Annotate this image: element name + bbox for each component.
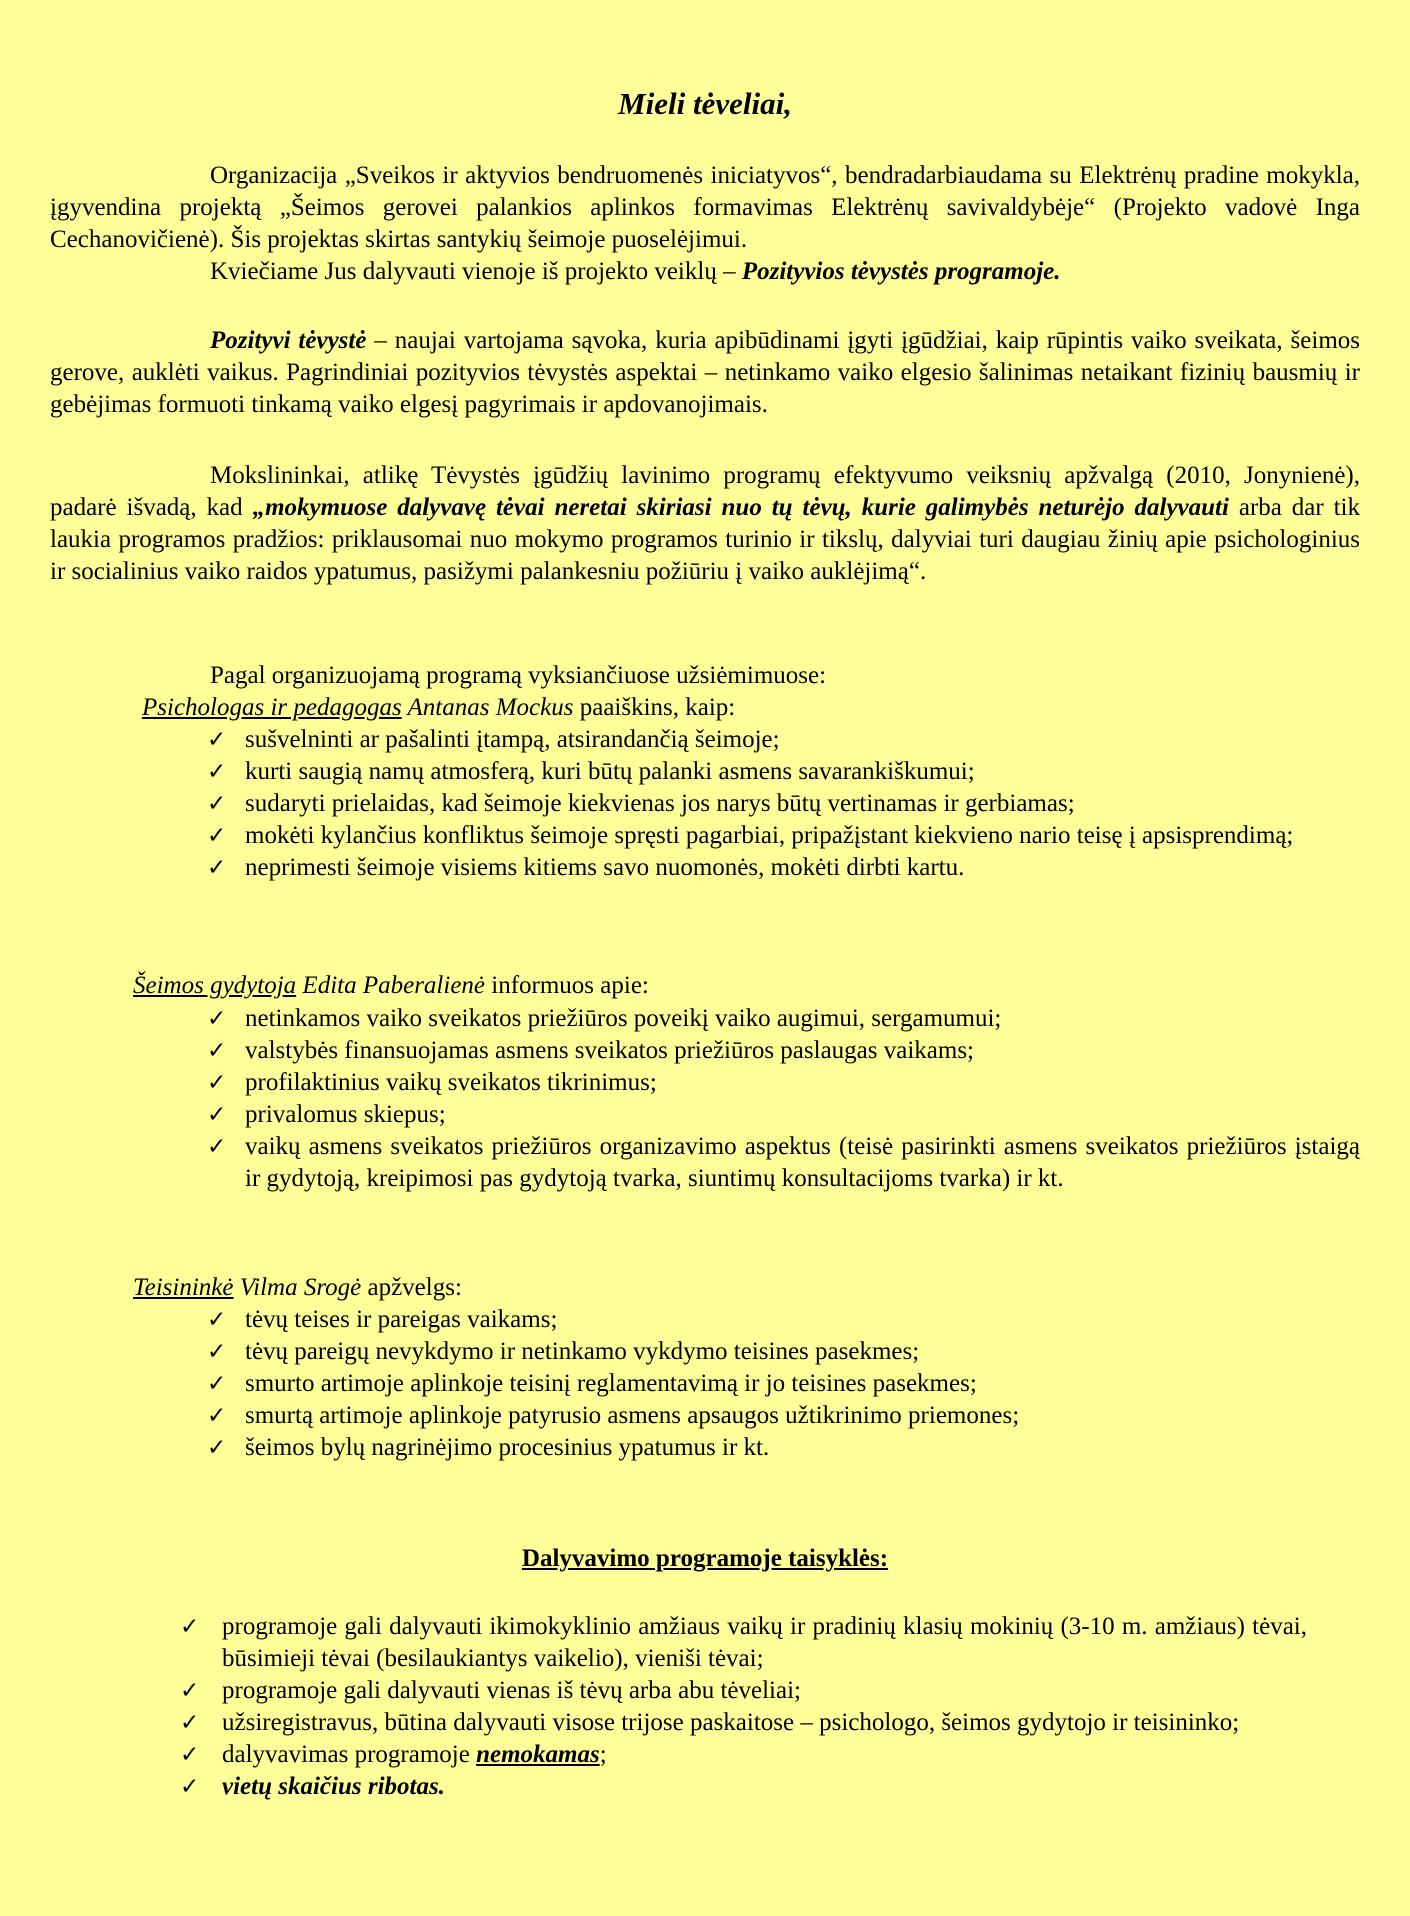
- check-icon: ✓: [207, 1006, 227, 1032]
- check-icon: ✓: [180, 1710, 200, 1736]
- section-role: Teisininkė: [133, 1274, 234, 1301]
- check-icon: ✓: [207, 1307, 227, 1333]
- list-item-text: programoje gali dalyvauti vienas iš tėvų arba abu tėveliai;: [222, 1677, 801, 1704]
- check-icon: ✓: [207, 1339, 227, 1365]
- section-person: Antanas Mockus: [401, 694, 574, 721]
- invite-text: Kviečiame Jus dalyvauti vienoje iš projekto veiklų –: [210, 258, 742, 285]
- rules-heading: Dalyvavimo programoje taisyklės:: [521, 1545, 889, 1572]
- list-item-text: dalyvavimas programoje: [222, 1741, 477, 1768]
- section-person: Vilma Srogė: [233, 1274, 362, 1301]
- check-icon: ✓: [207, 823, 227, 849]
- check-icon: ✓: [207, 1134, 227, 1160]
- psychologist-topics-list: [207, 724, 1360, 884]
- list-item-text: tėvų teises ir pareigas vaikams;: [245, 1306, 558, 1333]
- research-text-2: arba dar tik laukia programos pradžios: priklausomai nuo mokymo programos turinio ir tikslų, dalyviai turi daugiau žinių apie psichologinius ir socialinius vaiko raidos ypatumus, pasižymi palankesniu požiūriu į vaiko auklėjimą“.: [50, 494, 1361, 585]
- research-paragraph: [50, 460, 1360, 588]
- list-item-text: valstybės finansuojamas asmens sveikatos priežiūros paslaugas vaikams;: [245, 1037, 975, 1064]
- section-verb: informuos apie:: [485, 972, 649, 999]
- check-icon: ✓: [207, 1070, 227, 1096]
- list-item: [207, 852, 1360, 884]
- list-item-text: užsiregistravus, būtina dalyvauti visose trijose paskaitose – psichologo, šeimos gydytojo ir teisininko;: [222, 1709, 1240, 1736]
- check-icon: ✓: [180, 1678, 200, 1704]
- list-item-text: mokėti kylančius konfliktus šeimoje spręsti pagarbiai, pripažįstant kiekvieno nario teisę į apsisprendimą;: [245, 822, 1294, 849]
- section-psychologist-heading: [142, 692, 735, 724]
- list-item: [207, 1304, 1360, 1336]
- free-of-charge-emphasis: nemokamas: [476, 1741, 600, 1768]
- lawyer-topics-list: [207, 1304, 1360, 1464]
- section-verb: paaiškins, kaip:: [573, 694, 736, 721]
- list-item: [180, 1771, 1307, 1803]
- list-item-text: vaikų asmens sveikatos priežiūros organizavimo aspektus (teisė pasirinkti asmens sveikatos priežiūros įstaigą ir gydytoją, kreipimosi pas gydytoją tvarka, siuntimų konsultacijoms tvarka) ir kt.: [245, 1133, 1360, 1192]
- check-icon: ✓: [207, 1038, 227, 1064]
- list-item: [207, 1067, 1360, 1099]
- list-item-text: netinkamos vaiko sveikatos priežiūros poveikį vaiko augimui, sergamumui;: [245, 1005, 1002, 1032]
- research-text-1: Mokslininkai, atlikę Tėvystės įgūdžių lavinimo programų efektyvumo veiksnių apžvalgą (2010, Jonynienė), padarė išvadą, kad: [50, 462, 1360, 521]
- list-item-text: neprimesti šeimoje visiems kitiems savo nuomonės, mokėti dirbti kartu.: [245, 854, 965, 881]
- list-item: [207, 1400, 1360, 1432]
- list-item: [207, 1131, 1360, 1195]
- list-item: [180, 1739, 1307, 1771]
- list-item-text-end: ;: [599, 1741, 607, 1768]
- list-item-text: programoje gali dalyvauti ikimokyklinio amžiaus vaikų ir pradinių klasių mokinių (3-10 m. amžiaus) tėvai, būsimieji tėvai (besilaukiantys vaikelio), vieniši tėvai;: [222, 1613, 1307, 1672]
- program-name: Pozityvios tėvystės programoje.: [741, 258, 1061, 285]
- section-person: Edita Paberalienė: [296, 972, 486, 999]
- greeting-title: Mieli tėveliai,: [618, 86, 792, 121]
- list-item: [207, 724, 1360, 756]
- section-role: Psichologas ir pedagogas: [142, 694, 402, 721]
- limited-places-text: vietų skaičius ribotas.: [222, 1773, 445, 1800]
- list-item: [207, 756, 1360, 788]
- list-item: [207, 1035, 1360, 1067]
- list-item-text: profilaktinius vaikų sveikatos tikrinimus;: [245, 1069, 657, 1096]
- list-item: [207, 1099, 1360, 1131]
- program-intro: Pagal organizuojamą programą vyksiančiuose užsiėmimuose:: [210, 662, 827, 689]
- check-icon: ✓: [180, 1742, 200, 1768]
- list-item: [207, 1003, 1360, 1035]
- list-item: [180, 1611, 1307, 1675]
- check-icon: ✓: [207, 1102, 227, 1128]
- section-verb: apžvelgs:: [361, 1274, 462, 1301]
- section-role: Šeimos gydytoja: [133, 972, 297, 999]
- rules-list: [180, 1611, 1307, 1803]
- list-item: [207, 788, 1360, 820]
- list-item: [207, 820, 1360, 852]
- check-icon: ✓: [207, 1403, 227, 1429]
- list-item: [180, 1675, 1307, 1707]
- check-icon: ✓: [207, 1371, 227, 1397]
- check-icon: ✓: [207, 791, 227, 817]
- list-item-text: sudaryti prielaidas, kad šeimoje kiekvienas jos narys būtų vertinamas ir gerbiamas;: [245, 790, 1075, 817]
- list-item: [207, 1432, 1360, 1464]
- check-icon: ✓: [207, 1435, 227, 1461]
- check-icon: ✓: [207, 727, 227, 753]
- check-icon: ✓: [180, 1774, 200, 1800]
- list-item-text: sušvelninti ar pašalinti įtampą, atsirandančią šeimoje;: [245, 726, 780, 753]
- intro-paragraph: [50, 160, 1360, 288]
- list-item-text: smurtą artimoje aplinkoje patyrusio asmens apsaugos užtikrinimo priemones;: [245, 1402, 1020, 1429]
- research-quote: „mokymuose dalyvavę tėvai neretai skiriasi nuo tų tėvų, kurie galimybės neturėjo dalyvauti: [252, 494, 1229, 521]
- intro-text: Organizacija „Sveikos ir aktyvios bendruomenės iniciatyvos“, bendradarbiaudama su Elektrėnų pradine mokykla, įgyvendina projektą „Šeimos gerovei palankios aplinkos formavimas Elektrėnų savivaldybėje“ (Projekto vadovė Inga Cechanovičienė). Šis projektas skirtas santykių šeimoje puoselėjimui.: [50, 162, 1360, 253]
- check-icon: ✓: [180, 1614, 200, 1640]
- doctor-topics-list: [207, 1003, 1360, 1195]
- definition-text: – naujai vartojama sąvoka, kuria apibūdinami įgyti įgūdžiai, kaip rūpintis vaiko sveikata, šeimos gerove, auklėti vaikus. Pagrindiniai pozityvios tėvystės aspektai – netinkamo vaiko elgesio šalinimas netaikant fizinių bausmių ir gebėjimas formuoti tinkamą vaiko elgesį pagyrimais ir apdovanojimais.: [50, 327, 1360, 418]
- list-item-text: kurti saugią namų atmosferą, kuri būtų palanki asmens savarankiškumui;: [245, 758, 975, 785]
- section-lawyer-heading: [133, 1272, 462, 1304]
- check-icon: ✓: [207, 855, 227, 881]
- list-item-text: šeimos bylų nagrinėjimo procesinius ypatumus ir kt.: [245, 1434, 770, 1461]
- list-item: [207, 1368, 1360, 1400]
- list-item: [180, 1707, 1307, 1739]
- list-item: [207, 1336, 1360, 1368]
- list-item-text: privalomus skiepus;: [245, 1101, 446, 1128]
- list-item-text: smurto artimoje aplinkoje teisinį reglamentavimą ir jo teisines pasekmes;: [245, 1370, 977, 1397]
- definition-paragraph: [50, 325, 1360, 421]
- list-item-text: tėvų pareigų nevykdymo ir netinkamo vykdymo teisines pasekmes;: [245, 1338, 920, 1365]
- check-icon: ✓: [207, 759, 227, 785]
- definition-term: Pozityvi tėvystė: [210, 327, 367, 354]
- section-doctor-heading: [133, 970, 649, 1002]
